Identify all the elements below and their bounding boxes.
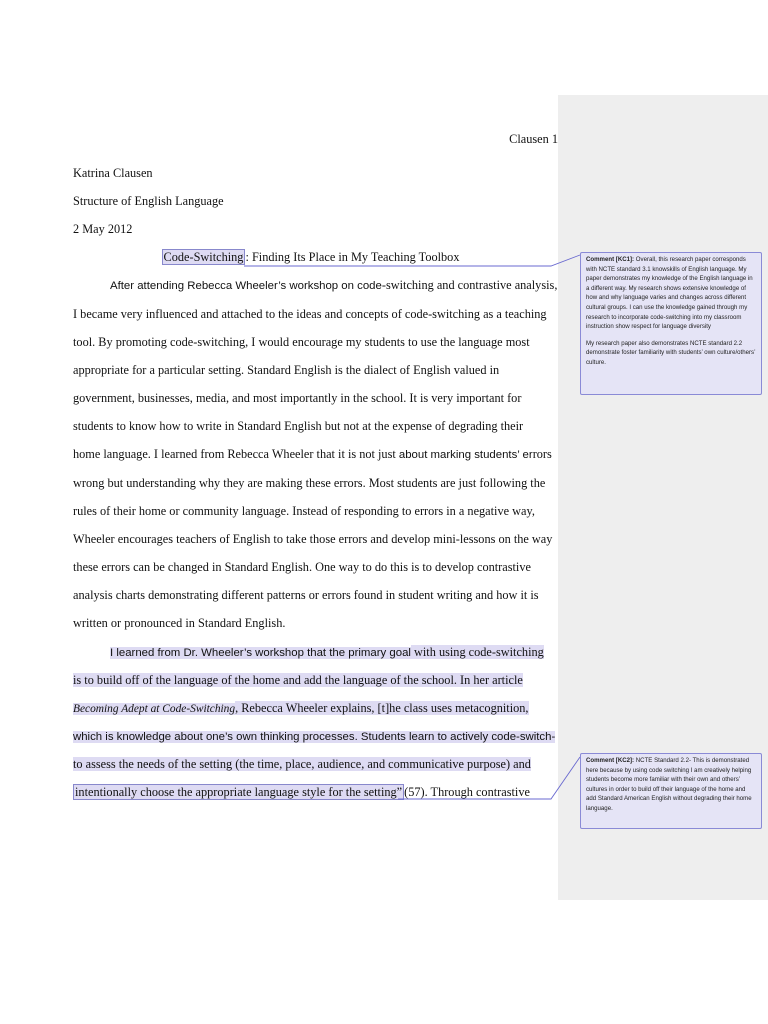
- body-run: rors: [532, 447, 552, 461]
- body-line: appropriate for a particular setting. Standard English is the dialect of English valued in: [73, 363, 500, 377]
- comment-kc2-label: Comment [KC2]:: [586, 757, 635, 764]
- comment-kc2-text: NCTE Standard 2.2- This is demonstrated here because by using code switching I am creatively helping students become more familiar with their own and others’ cultures in order to build off their language of the home and add Standard American English without degrading their home language.: [586, 757, 752, 812]
- body-line: Wheeler encourages teachers of English to take those errors and develop mini-lessons on the way: [73, 532, 553, 546]
- body-line: [73, 729, 555, 744]
- body-line: tool. By promoting code-switching, I would encourage my students to use the language most: [73, 335, 530, 349]
- body-line: wrong but understanding why they are making these errors. Most students are just following the: [73, 476, 546, 490]
- course-name: Structure of English Language: [73, 194, 224, 208]
- article-title[interactable]: Becoming Adept at Code-Switching: [73, 703, 236, 715]
- commented-text[interactable]: intentionally choose the appropriate language style for the setting”: [75, 785, 403, 799]
- body-run: about marking students’ er: [398, 449, 533, 461]
- paper-title: [73, 250, 548, 265]
- body-line: these errors can be changed in Standard English. One way to do this is to develop contrastive: [73, 560, 531, 574]
- body-line: analysis charts demonstrating different patterns or errors found in student writing and how it is: [73, 588, 539, 602]
- body-line: written or pronounced in Standard English.: [73, 616, 286, 630]
- commented-text[interactable]: , Rebecca Wheeler explains, [t]he class uses metacognition,: [235, 701, 529, 715]
- body-run: -switching and contrastive analysis,: [381, 278, 558, 292]
- body-run: After attending Rebecca Wheeler’s workshop on code: [110, 280, 382, 292]
- commented-text[interactable]: with using code-switching: [410, 645, 544, 659]
- author-name: Katrina Clausen: [73, 166, 153, 180]
- commented-text[interactable]: . Students learn to actively code-switch-: [354, 731, 556, 743]
- commented-text[interactable]: I learned from Dr. Wheeler’s workshop that the primary goal: [110, 647, 411, 659]
- body-line: students to know how to write in Standard English but not at the expense of degrading their: [73, 419, 524, 433]
- comment-kc2[interactable]: [580, 753, 762, 829]
- comment-kc1-text2: My research paper also demonstrates NCTE standard 2.2 demonstrate foster familiarity with students’ own culture/others’ culture.: [586, 339, 756, 366]
- comment-kc2-body: [586, 756, 756, 814]
- body-run: (57). Through contrastive: [404, 785, 530, 799]
- body-line: [110, 278, 557, 293]
- commented-text[interactable]: to assess the needs of the setting (the time, place, audience, and communicative purpose) and: [73, 757, 531, 771]
- page-header: Clausen 1: [509, 132, 558, 146]
- commented-text[interactable]: is to build off of the language of the home and add the language of the school. In her article: [73, 673, 523, 687]
- body-line: rules of their home or community language. Instead of responding to errors in a negative way,: [73, 504, 535, 518]
- comment-kc1[interactable]: [580, 252, 762, 395]
- body-run: home language. I learned from Rebecca Wheeler that it is not just: [73, 447, 399, 461]
- body-line: [73, 673, 523, 688]
- commented-text[interactable]: which is knowledge about one’s own thinking processes: [73, 731, 355, 743]
- body-line: government, businesses, media, and most importantly in the school. It is very important for: [73, 391, 522, 405]
- body-line: [73, 701, 529, 716]
- comment-kc1-body: [586, 255, 756, 332]
- body-line: [73, 447, 552, 462]
- comment-kc1-label: Comment [KC1]:: [586, 256, 635, 263]
- body-line: [73, 757, 531, 772]
- body-line: I became very influenced and attached to the ideas and concepts of code-switching as a teaching: [73, 307, 547, 321]
- paper-date: 2 May 2012: [73, 222, 133, 236]
- title-commented-text[interactable]: Code-Switching: [163, 250, 244, 264]
- body-line: [73, 785, 530, 800]
- body-line: [110, 645, 544, 660]
- title-rest: : Finding Its Place in My Teaching Toolbox: [245, 250, 460, 264]
- comment-kc1-text: Overall, this research paper corresponds with NCTE standard 3.1 knowskills of English language. My paper demonstrates my knowledge of the English language in a different way. My research shows extensive knowledge of how and why language varies and changes across different cultural groups. I can use the knowledge gained through my research to incorporate code-switching into my classroom instruction show respect for language diversity: [586, 256, 753, 331]
